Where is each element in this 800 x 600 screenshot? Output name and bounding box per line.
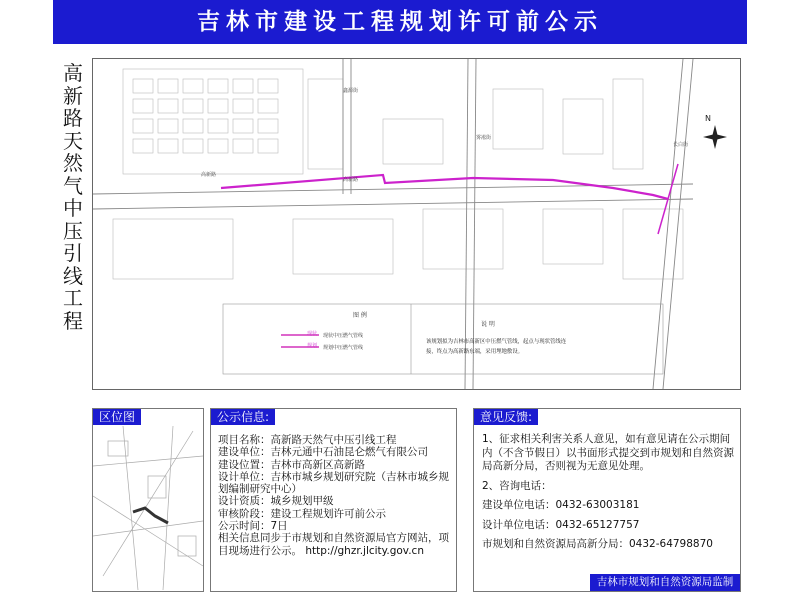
title-char: 工 bbox=[63, 286, 83, 310]
city-blocks bbox=[113, 69, 683, 279]
title-char: 引 bbox=[63, 241, 83, 265]
legend-row bbox=[307, 331, 364, 339]
legend-label: 规划中压燃气管线 bbox=[323, 345, 364, 351]
feedback-panel-title: 意见反馈: bbox=[474, 409, 538, 425]
info-line: 设计资质：城乡规划甲级 bbox=[218, 495, 334, 508]
info-line: 建设单位：吉林元通中石油昆仑燃气有限公司 bbox=[218, 446, 428, 459]
note-title: 说 明 bbox=[481, 321, 495, 328]
map-note bbox=[421, 314, 611, 374]
page-banner: 吉林市建设工程规划许可前公示 bbox=[53, 0, 747, 44]
supervise-badge: 吉林市规划和自然资源局监制 bbox=[590, 574, 740, 591]
info-line: 建设位置：吉林市高新区高新路 bbox=[218, 458, 365, 471]
street-label: 长白街 bbox=[673, 142, 689, 148]
info-line: 项目名称：高新路天然气中压引线工程 bbox=[218, 434, 397, 446]
phone-builder: 建设单位电话：0432-63003181 bbox=[482, 499, 640, 511]
legend-row bbox=[307, 343, 364, 351]
location-route bbox=[133, 508, 168, 523]
legend-label: 现状中压燃气管线 bbox=[323, 333, 364, 339]
north-label: N bbox=[705, 114, 711, 123]
title-char: 程 bbox=[63, 308, 83, 333]
feedback-list bbox=[482, 433, 734, 552]
title-char: 高 bbox=[63, 61, 83, 85]
street-label: 鑫源街 bbox=[343, 88, 359, 94]
info-panel bbox=[210, 408, 457, 592]
vertical-project-title bbox=[60, 62, 86, 332]
site-plan-map bbox=[92, 58, 741, 390]
info-line: 设计单位：吉林市城乡规划研究院（吉林市城乡规划编制研究中心） bbox=[218, 470, 449, 496]
title-char: 线 bbox=[63, 263, 83, 288]
title-char: 气 bbox=[63, 173, 83, 198]
location-panel bbox=[92, 408, 204, 592]
title-char: 压 bbox=[63, 218, 83, 243]
info-line: 公示时间：7日 bbox=[218, 520, 288, 533]
street-label: 高新路 bbox=[201, 172, 217, 178]
feedback-panel bbox=[473, 408, 741, 592]
info-list bbox=[218, 434, 454, 557]
title-char: 天 bbox=[63, 128, 83, 153]
north-arrow bbox=[703, 125, 727, 149]
title-char: 然 bbox=[63, 151, 83, 175]
phone-bureau: 市规划和自然资源局高新分局：0432-64798870 bbox=[482, 538, 713, 550]
gas-pipeline-route bbox=[221, 175, 668, 199]
phone-designer: 设计单位电话：0432-65127757 bbox=[482, 518, 640, 531]
street-label: 高新路 bbox=[343, 177, 359, 183]
legend-title: 图 例 bbox=[353, 312, 367, 319]
title-char: 路 bbox=[63, 106, 83, 130]
feedback-item-2: 2、咨询电话： bbox=[482, 479, 552, 492]
feedback-item-1: 1、征求相关利害关系人意见，如有意见请在公示期间内（不含节假日）以书面形式提交到市规划和自然资源局高新分局，否则视为无意见处理。 bbox=[482, 433, 734, 472]
title-char: 中 bbox=[63, 196, 83, 220]
info-line: 审核阶段：建设工程规划许可前公示 bbox=[218, 507, 386, 520]
location-map bbox=[93, 426, 203, 590]
info-line: 相关信息同步于市规划和自然资源局官方网站，项目现场进行公示。 http://ghzr.jlcity.gov.cn bbox=[218, 532, 449, 557]
legend-tag: 现状 bbox=[307, 331, 318, 337]
street-label: 雾凇街 bbox=[476, 135, 492, 141]
title-char: 新 bbox=[63, 83, 83, 108]
location-panel-title: 区位图 bbox=[93, 409, 141, 425]
note-body: 该规划拟为吉林市高新区中压燃气管线，起点与现状管线连接，终点为高新路东端，采用埋地敷设。 bbox=[426, 339, 567, 355]
info-panel-title: 公示信息: bbox=[211, 409, 275, 425]
legend-tag: 规划 bbox=[307, 343, 318, 349]
